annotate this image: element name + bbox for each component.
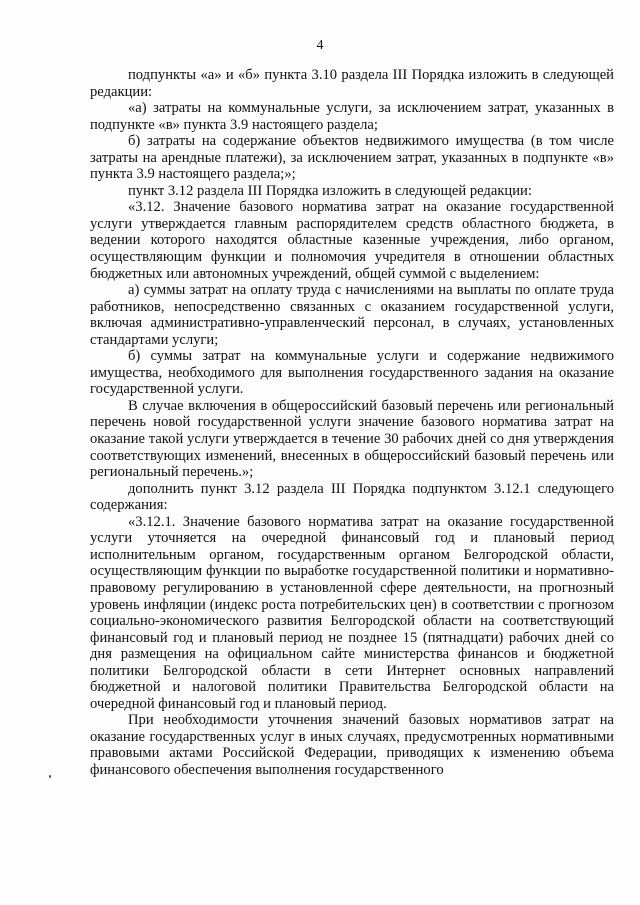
paragraph-add-3-12-1: дополнить пункт 3.12 раздела III Порядка подпунктом 3.12.1 следующего содержания: — [90, 480, 614, 514]
paragraph-3-12-1: «3.12.1. Значение базового норматива затрат на оказание государственной услуги уточняется на очередной финансовый год и плановый период исполнительным органом, государственным органом Белгородской области, осуществляющим функции по выработке государственной политики и нормативно-правовому регулированию в установленной сфере деятельности, на прогнозный уровень инфляции (индекс роста потребительских цен) в соответствии с прогнозом социально-экономического развития Белгородской области на соответствующий финансовый год и плановый период не позднее 15 (пятнадцати) рабочих дней со дня размещения на официальном сайте министерства финансов и бюджетной политики Белгородской области в сети Интернет основных направлений бюджетной и налоговой политики Правительства Белгородской области на очередной финансовый год и плановый период. — [90, 513, 614, 712]
paragraph-clarification: При необходимости уточнения значений базовых нормативов затрат на оказание государственных услуг в иных случаях, предусмотренных нормативными правовыми актами Российской Федерации, приводящих к изменению объема финансового обеспечения выполнения государственного — [90, 712, 614, 778]
paragraph-new-service: В случае включения в общероссийский базовый перечень или региональный перечень новой государственной услуги значение базового норматива затрат на оказание такой услуги утверждается в течение 30 рабочих дней со дня утверждения соответствующих изменений, внесенных в общероссийский базовый перечень или региональный перечень.»; — [90, 397, 614, 481]
paragraph-point-3-12: «3.12. Значение базового норматива затрат на оказание государственной услуги утверждается главным распорядителем средств областного бюджета, в ведении которого находятся областные казенные учреждения, либо органом, осуществляющим функции и полномочия учредителя в отношении областных бюджетных или автономных учреждений, общей суммой с выделением: — [90, 199, 614, 282]
page-number: 4 — [316, 38, 324, 53]
paragraph-point-3-12-intro: пункт 3.12 раздела III Порядка изложить в следующей редакции: — [128, 182, 532, 199]
paragraph-intro: подпункты «а» и «б» пункта 3.10 раздела III Порядка изложить в следующей редакции: — [90, 67, 614, 100]
paragraph-3-12-a: а) суммы затрат на оплату труда с начислениями на выплаты по оплате труда работников, непосредственно связанных с оказанием государственной услуги, включая административно-управленческий персонал, в случаях, установленных стандартами услуги; — [90, 282, 614, 348]
paragraph-3-12-b: б) суммы затрат на коммунальные услуги и содержание недвижимого имущества, необходимого для выполнения государственного задания на оказание государственной услуги. — [90, 348, 614, 398]
scan-mark — [49, 775, 51, 778]
paragraph-subitem-b: б) затраты на содержание объектов недвижимого имущества (в том числе затраты на арендные платежи), за исключением затрат, указанных в подпункте «в» пункта 3.9 настоящего раздела;»; — [90, 133, 614, 183]
document-body — [90, 67, 614, 779]
paragraph-subitem-a: «а) затраты на коммунальные услуги, за исключением затрат, указанных в подпункте «в» пункта 3.9 настоящего раздела; — [90, 100, 614, 133]
